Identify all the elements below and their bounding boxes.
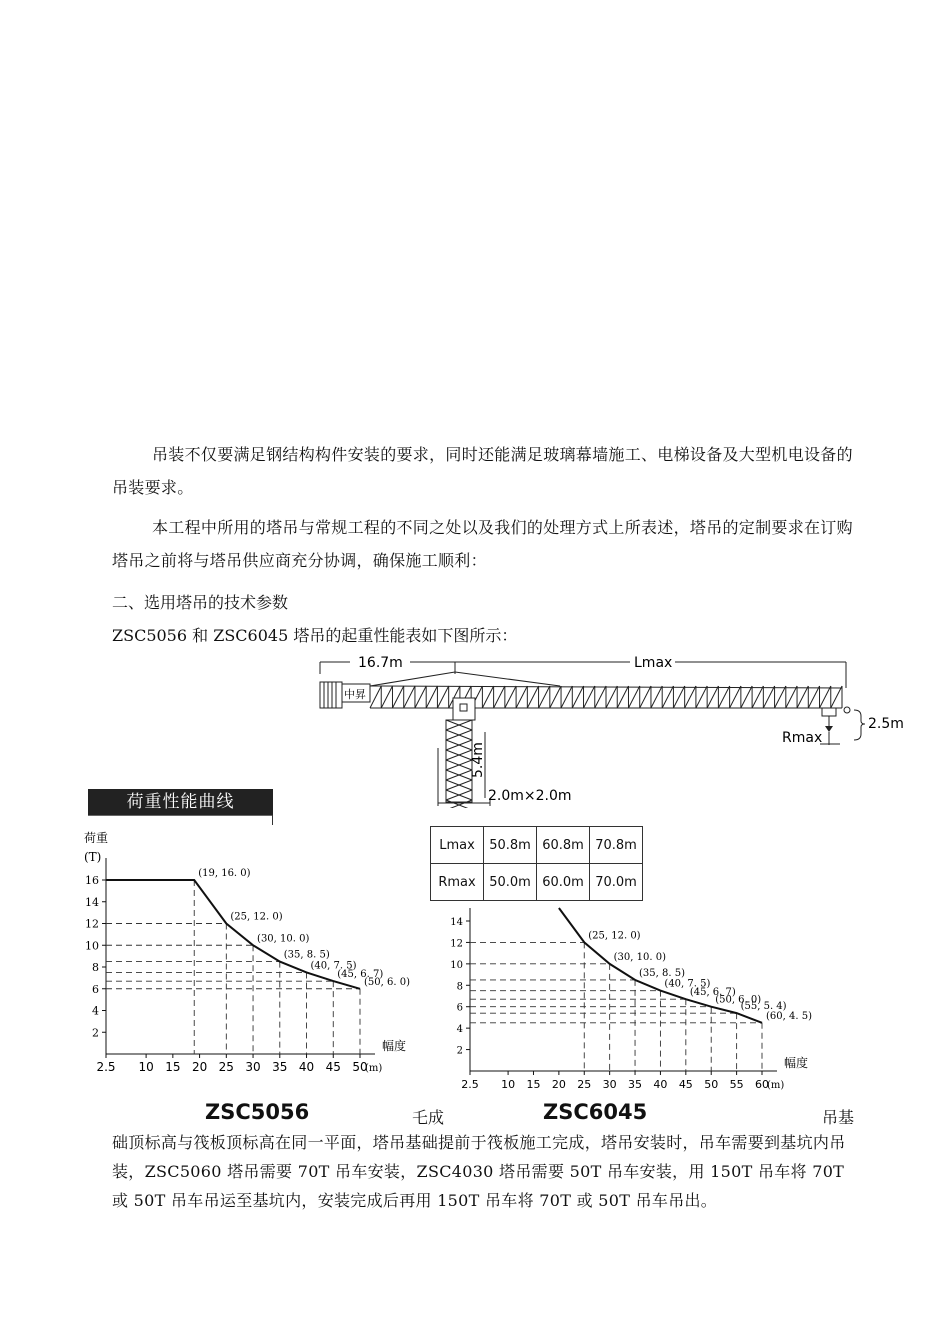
point-label: (55, 5. 4) bbox=[740, 1001, 787, 1013]
x-tick-label: 2.5 bbox=[96, 1060, 116, 1074]
truss-diagonal bbox=[550, 686, 561, 708]
truss-diagonal bbox=[820, 686, 831, 708]
table-cell: 50.8m bbox=[484, 827, 537, 864]
truss-diagonal bbox=[381, 686, 392, 708]
lmax-table bbox=[430, 826, 643, 901]
load-chart-zsc5056 bbox=[78, 828, 418, 1098]
truss-diagonal bbox=[786, 686, 797, 708]
table-cell: Rmax bbox=[431, 864, 484, 901]
y-tick-label: 4 bbox=[92, 1004, 99, 1018]
trolley bbox=[822, 708, 836, 716]
truss-diagonal bbox=[437, 686, 448, 708]
x-tick-label: 45 bbox=[678, 1078, 693, 1091]
truss-diagonal bbox=[775, 686, 786, 708]
y-axis-label: 荷重 bbox=[84, 831, 109, 845]
model-zsc6045: ZSC6045 bbox=[543, 1100, 648, 1124]
y-tick-label: 6 bbox=[92, 982, 99, 996]
truss-diagonal bbox=[797, 686, 808, 708]
truss-diagonal bbox=[730, 686, 741, 708]
truss-diagonal bbox=[595, 686, 606, 708]
rmax-label: Rmax bbox=[782, 730, 823, 746]
point-label: (30, 10. 0) bbox=[257, 933, 310, 945]
table-cell: 70.8m bbox=[590, 827, 643, 864]
table-cell: 50.0m bbox=[484, 864, 537, 901]
y-axis-unit: (T) bbox=[84, 850, 102, 864]
x-tick-label: 25 bbox=[218, 1060, 234, 1074]
truss-diagonal bbox=[685, 686, 696, 708]
crane-diagram bbox=[310, 648, 910, 808]
x-tick-label: 40 bbox=[298, 1060, 315, 1074]
tie-rod bbox=[455, 672, 560, 686]
x-tick-label: 20 bbox=[191, 1060, 208, 1074]
truss-diagonal bbox=[640, 686, 651, 708]
x-tick-label: 25 bbox=[577, 1078, 592, 1091]
truss-diagonal bbox=[741, 686, 752, 708]
x-axis-label: 幅度 bbox=[784, 1056, 809, 1070]
title-underline bbox=[88, 815, 273, 816]
truss-diagonal bbox=[606, 686, 617, 708]
y-tick-label: 4 bbox=[456, 1024, 463, 1036]
point-label: (35, 8. 5) bbox=[283, 949, 330, 961]
hook-height: 2.5m bbox=[868, 716, 904, 732]
truss-diagonal bbox=[415, 686, 426, 708]
truss-diagonal bbox=[696, 686, 707, 708]
section-heading: 二、选用塔吊的技术参数 bbox=[112, 593, 289, 612]
truss-diagonal bbox=[494, 686, 505, 708]
table-row bbox=[431, 864, 643, 901]
truss-diagonal bbox=[763, 686, 774, 708]
x-tick-label: 15 bbox=[165, 1060, 181, 1074]
truss-diagonal bbox=[426, 686, 437, 708]
point-label: (35, 8. 5) bbox=[639, 967, 686, 979]
point-label: (40, 7. 5) bbox=[664, 978, 711, 990]
tower-mast bbox=[446, 720, 472, 808]
truss-diagonal bbox=[584, 686, 595, 708]
point-label: (45, 6. 7) bbox=[689, 987, 736, 999]
y-tick-label: 14 bbox=[85, 895, 99, 909]
x-tick-label: 10 bbox=[501, 1078, 516, 1091]
counter-jib-length: 16.7m bbox=[358, 655, 403, 671]
point-label: (30, 10. 0) bbox=[613, 951, 666, 963]
truss-diagonal bbox=[539, 686, 550, 708]
x-tick-label: 40 bbox=[653, 1078, 668, 1091]
truss-diagonal bbox=[628, 686, 639, 708]
truss-diagonal bbox=[617, 686, 628, 708]
figure-caption: ZSC5056 和 ZSC6045 塔吊的起重性能表如下图所示： bbox=[112, 626, 518, 645]
truss-diagonal bbox=[516, 686, 527, 708]
jib-truss bbox=[370, 672, 842, 708]
y-tick-label: 10 bbox=[450, 959, 463, 971]
model-zsc5056: ZSC5056 bbox=[205, 1100, 310, 1124]
table-cell: 60.0m bbox=[537, 864, 590, 901]
hook-icon bbox=[825, 726, 833, 732]
point-label: (25, 12. 0) bbox=[230, 911, 283, 923]
x-tick-label: 30 bbox=[602, 1078, 617, 1091]
brand-label: 中昇 bbox=[344, 688, 366, 701]
x-axis-unit: (m) bbox=[365, 1063, 383, 1074]
truss-diagonal bbox=[572, 686, 583, 708]
mast-height: 5.4m bbox=[470, 742, 486, 778]
truss-diagonal bbox=[831, 686, 842, 708]
truss-diagonal bbox=[527, 686, 538, 708]
y-tick-label: 8 bbox=[456, 981, 463, 993]
table-row bbox=[431, 827, 643, 864]
truss-diagonal bbox=[392, 686, 403, 708]
truss-diagonal bbox=[370, 686, 381, 708]
truss-diagonal bbox=[808, 686, 819, 708]
x-tick-label: 20 bbox=[551, 1078, 566, 1091]
y-tick-label: 12 bbox=[450, 938, 463, 950]
x-tick-label: 10 bbox=[138, 1060, 154, 1074]
truss-diagonal bbox=[505, 686, 516, 708]
point-label: (60, 4. 5) bbox=[766, 1010, 812, 1022]
load-curve-line bbox=[106, 880, 360, 989]
truss-diagonal bbox=[752, 686, 763, 708]
point-label: (45, 6. 7) bbox=[337, 969, 384, 981]
x-tick-label: 45 bbox=[325, 1060, 341, 1074]
point-label: (40, 7. 5) bbox=[310, 960, 357, 972]
table-cell: 70.0m bbox=[590, 864, 643, 901]
title-tick bbox=[272, 815, 273, 825]
truss-diagonal bbox=[651, 686, 662, 708]
y-tick-label: 12 bbox=[85, 917, 99, 931]
base-dimension: 2.0m×2.0m bbox=[488, 788, 572, 804]
x-tick-label: 50 bbox=[352, 1060, 368, 1074]
truss-diagonal bbox=[718, 686, 729, 708]
jib-length: Lmax bbox=[634, 655, 673, 671]
y-tick-label: 6 bbox=[456, 1002, 463, 1014]
x-tick-label: 2.5 bbox=[461, 1078, 479, 1091]
y-tick-label: 14 bbox=[450, 917, 463, 928]
x-tick-label: 50 bbox=[704, 1078, 719, 1091]
table-cell: Lmax bbox=[431, 827, 484, 864]
truss-diagonal bbox=[482, 686, 493, 708]
truss-diagonal bbox=[404, 686, 415, 708]
tie-rod bbox=[370, 672, 455, 686]
y-tick-label: 10 bbox=[85, 939, 99, 953]
paragraph-final: 础顶标高与筏板顶标高在同一平面，塔吊基础提前于筏板施工完成，塔吊安装时，吊车需要到基坑内吊装，ZSC5060 塔吊需要 70T 吊车安装，ZSC4030 塔吊需要 50T 吊车安装，用 150T 吊车将 70T 或 50T 吊车吊运至基坑内，安装完成后再用 150T 吊车将 70T 或 50T 吊车吊出。 bbox=[112, 1133, 846, 1210]
x-axis-unit: (m) bbox=[767, 1080, 785, 1091]
x-tick-label: 30 bbox=[245, 1060, 261, 1074]
truss-diagonal bbox=[707, 686, 718, 708]
point-label: (50, 6. 0) bbox=[364, 976, 410, 988]
truss-diagonal bbox=[673, 686, 684, 708]
load-curve-title: 荷重性能曲线 bbox=[88, 789, 273, 815]
point-label: (25, 12. 0) bbox=[588, 930, 641, 942]
operator-cab bbox=[453, 698, 475, 720]
x-tick-label: 35 bbox=[628, 1078, 643, 1091]
load-chart-zsc6045 bbox=[440, 900, 820, 1095]
text-fragment-right: 吊基 bbox=[822, 1108, 855, 1127]
paragraph-1: 吊装不仅要满足钢结构构件安装的要求，同时还能满足玻璃幕墙施工、电梯设备及大型机电设备的 吊装要求。 bbox=[112, 445, 853, 497]
y-tick-label: 2 bbox=[92, 1026, 99, 1040]
paragraph-2: 本工程中所用的塔吊与常规工程的不同之处以及我们的处理方式上所表述，塔吊的定制要求在订购塔吊之前将与塔吊供应商充分协调，确保施工顺利： bbox=[112, 518, 853, 570]
truss-diagonal bbox=[662, 686, 673, 708]
x-tick-label: 15 bbox=[526, 1078, 541, 1091]
x-axis-label: 幅度 bbox=[382, 1039, 407, 1053]
x-tick-label: 35 bbox=[272, 1060, 288, 1074]
y-tick-label: 8 bbox=[92, 961, 99, 974]
x-tick-label: 60 bbox=[755, 1078, 769, 1091]
y-tick-label: 16 bbox=[85, 874, 99, 887]
truss-diagonal bbox=[561, 686, 572, 708]
point-label: (19, 16. 0) bbox=[198, 868, 251, 879]
text-fragment-left: 乇成 bbox=[412, 1108, 445, 1127]
y-tick-label: 2 bbox=[456, 1045, 463, 1057]
table-cell: 60.8m bbox=[537, 827, 590, 864]
point-label: (50, 6. 0) bbox=[715, 994, 762, 1006]
x-tick-label: 55 bbox=[729, 1078, 744, 1091]
